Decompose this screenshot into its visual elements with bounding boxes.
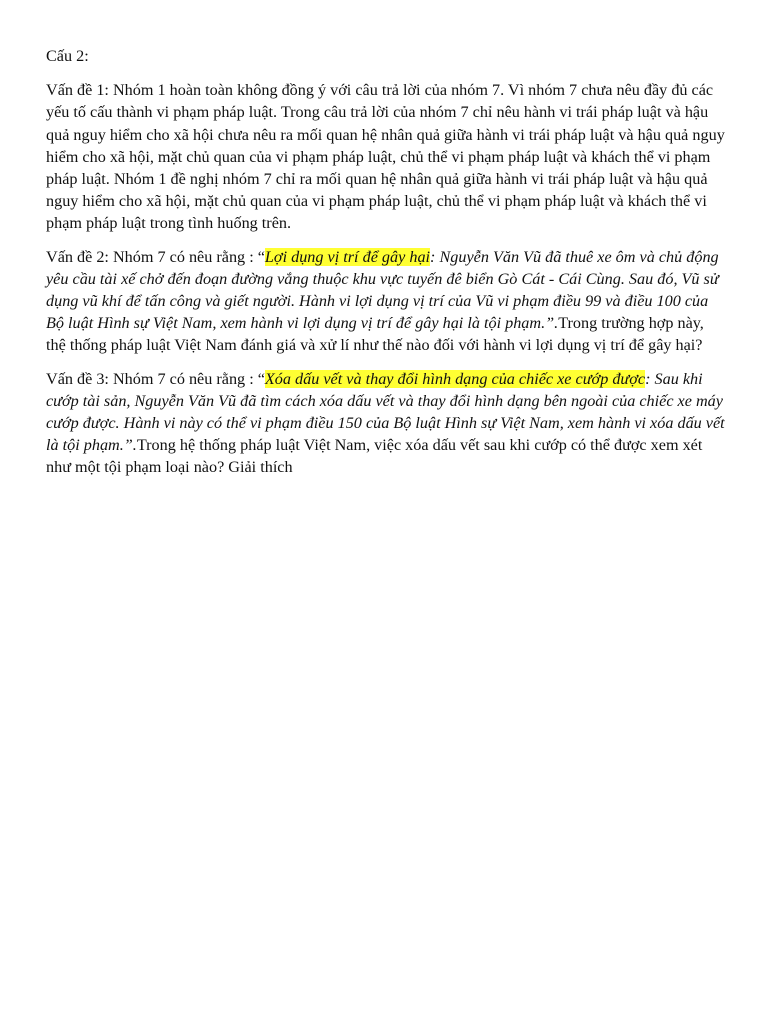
issue-3-highlight: Xóa dấu vết và thay đổi hình dạng của chiếc xe cướp được: [264, 369, 646, 388]
issue-3-lead: Vấn đề 3: Nhóm 7 có nêu rằng : “: [46, 369, 265, 388]
issue-2-lead: Vấn đề 2: Nhóm 7 có nêu rằng : “: [46, 247, 265, 266]
issue-2-question: Trong trường hợp này, thệ thống pháp luật Việt Nam đánh giá và xử lí như thế nào đối với hành vi lợi dụng vị trí để gây hại?: [46, 314, 704, 355]
issue-1-paragraph: [46, 79, 726, 234]
issue-3-question: Trong hệ thống pháp luật Việt Nam, việc xóa dấu vết sau khi cướp có thể được xem xét như một tội phạm loại nào? Giải thích: [46, 436, 703, 477]
issue-1-text: Vấn đề 1: Nhóm 1 hoàn toàn không đồng ý với câu trả lời của nhóm 7. Vì nhóm 7 chưa nêu đầy đủ các yếu tố cấu thành vi phạm pháp luật. Trong câu trả lời của nhóm 7 chỉ nêu hành vi trái pháp luật và hậu quả nguy hiểm cho xã hội chưa nêu ra mối quan hệ nhân quả giữa hành vi trái pháp luật và hậu quả nguy hiểm cho xã hội, mặt chủ quan của vi phạm pháp luật, chủ thể vi phạm pháp luật và khách thể vi phạm pháp luật. Nhóm 1 đề nghị nhóm 7 chỉ ra mối quan hệ nhân quả giữa hành vi trái pháp luật và hậu quả nguy hiểm cho xã hội, mặt chủ quan của vi phạm pháp luật, chủ thể vi phạm pháp luật và khách thể vi phạm pháp luật trong tình huống trên.: [46, 81, 725, 233]
issue-3-paragraph: [46, 368, 726, 479]
issue-2-quote: : Nguyễn Văn Vũ đã thuê xe ôm và chủ động yêu cầu tài xế chở đến đoạn đường vắng thuộc khu vực tuyến đê biển Gò Cát - Cái Cùng. Sau đó, Vũ sử dụng vũ khí để tấn công và giết người. Hành vi lợi dụng vị trí của Vũ vi phạm điều 99 và điều 100 của Bộ luật Hình sự Việt Nam, xem hành vi lợi dụng vị trí để gây hại là tội phạm.”.: [46, 247, 719, 333]
question-heading: Cấu 2:: [46, 47, 89, 65]
issue-2-highlight: Lợi dụng vị trí để gây hại: [264, 247, 431, 266]
issue-2-paragraph: [46, 246, 726, 357]
issue-3-quote: : Sau khi cướp tài sản, Nguyễn Văn Vũ đã tìm cách xóa dấu vết và thay đổi hình dạng bên ngoài của chiếc xe máy cướp được. Hành vi này có thể vi phạm điều 150 của Bộ luật Hình sự Việt Nam, xem hành vi xóa dấu vết là tội phạm.”.: [46, 369, 725, 455]
document-page: [46, 45, 726, 490]
